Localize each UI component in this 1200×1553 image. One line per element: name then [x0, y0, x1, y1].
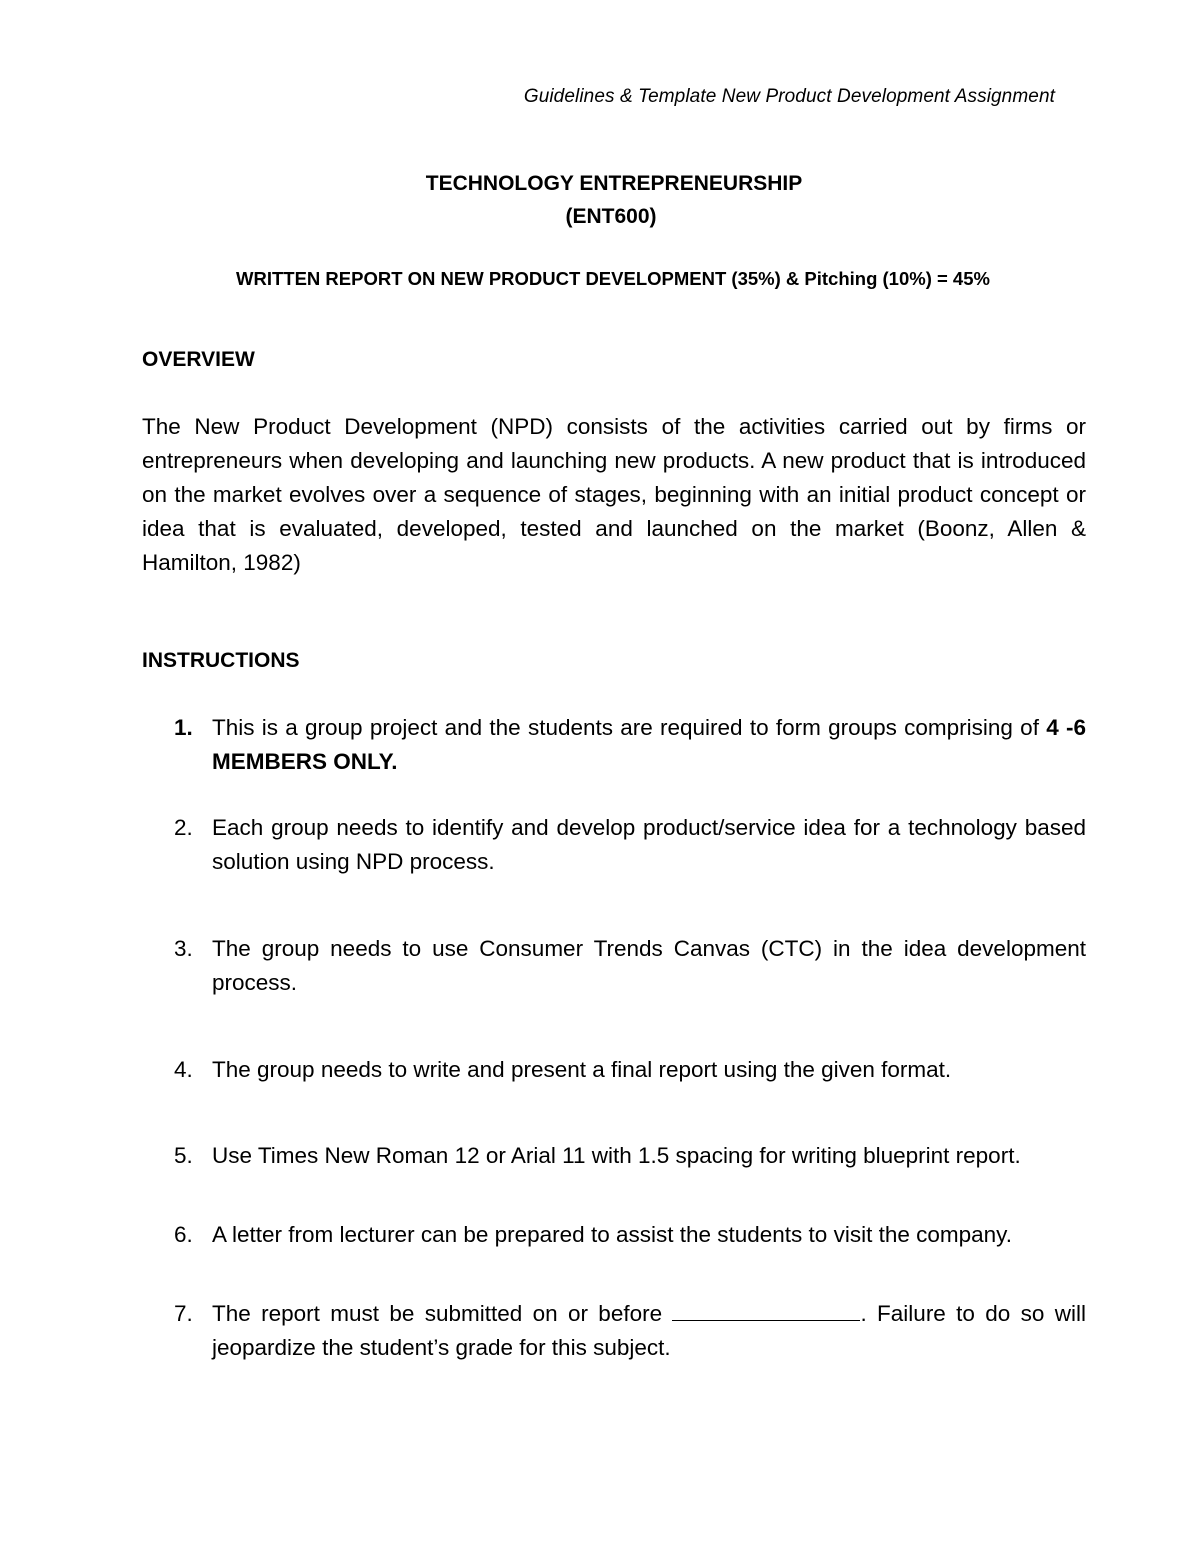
instruction-number: 1. [174, 715, 193, 740]
instruction-text: Each group needs to identify and develop product/service idea for a technology based solution using NPD process. [212, 815, 1086, 874]
instruction-text [212, 1297, 1086, 1365]
instruction-item-1 [142, 711, 1086, 779]
document-title: TECHNOLOGY ENTREPRENEURSHIP [425, 172, 803, 195]
instruction-item-4 [142, 1053, 1086, 1087]
instruction-text [212, 711, 1086, 779]
instruction-number: 5. [174, 1143, 193, 1168]
instruction-number: 7. [174, 1301, 193, 1326]
instruction-item-7 [142, 1297, 1086, 1365]
instructions-heading: INSTRUCTIONS [142, 649, 300, 672]
instruction-number: 2. [174, 815, 193, 840]
instruction-text: The group needs to use Consumer Trends Canvas (CTC) in the idea development process. [212, 936, 1086, 995]
instruction-text: A letter from lecturer can be prepared to assist the students to visit the company. [212, 1222, 1012, 1247]
instruction-number: 4. [174, 1057, 193, 1082]
course-code: (ENT600) [565, 205, 657, 228]
instruction-text: The group needs to write and present a final report using the given format. [212, 1057, 952, 1082]
instruction-item-5 [142, 1139, 1086, 1173]
instruction-text-part: . Failure to do so will jeopardize the student’s grade for this subject. [212, 1301, 1086, 1360]
overview-paragraph: The New Product Development (NPD) consists of the activities carried out by firms or entrepreneurs when developing and launching new products. A new product that is introduced on the market evolves over a sequence of stages, beginning with an initial product concept or idea that is evaluated, developed, tested and launched on the market (Boonz, Allen & Hamilton, 1982) [142, 414, 1086, 575]
submission-date-blank [672, 1298, 860, 1321]
document-subtitle: WRITTEN REPORT ON NEW PRODUCT DEVELOPMENT (35%) & Pitching (10%) = 45% [236, 268, 990, 289]
instruction-item-6 [142, 1218, 1086, 1252]
instruction-text-part: The report must be submitted on or before [212, 1301, 663, 1326]
instruction-item-3 [142, 932, 1086, 1000]
overview-heading: OVERVIEW [142, 348, 255, 371]
instruction-number: 3. [174, 936, 193, 961]
instruction-item-2 [142, 811, 1086, 879]
instruction-text: Use Times New Roman 12 or Arial 11 with 1.5 spacing for writing blueprint report. [212, 1143, 1021, 1168]
instruction-number: 6. [174, 1222, 193, 1247]
instruction-emphasis: 4 -6 MEMBERS ONLY. [212, 715, 1086, 774]
instruction-text-part: This is a group project and the students are required to form groups comprising of [212, 715, 1047, 740]
running-header: Guidelines & Template New Product Development Assignment [523, 86, 1055, 107]
